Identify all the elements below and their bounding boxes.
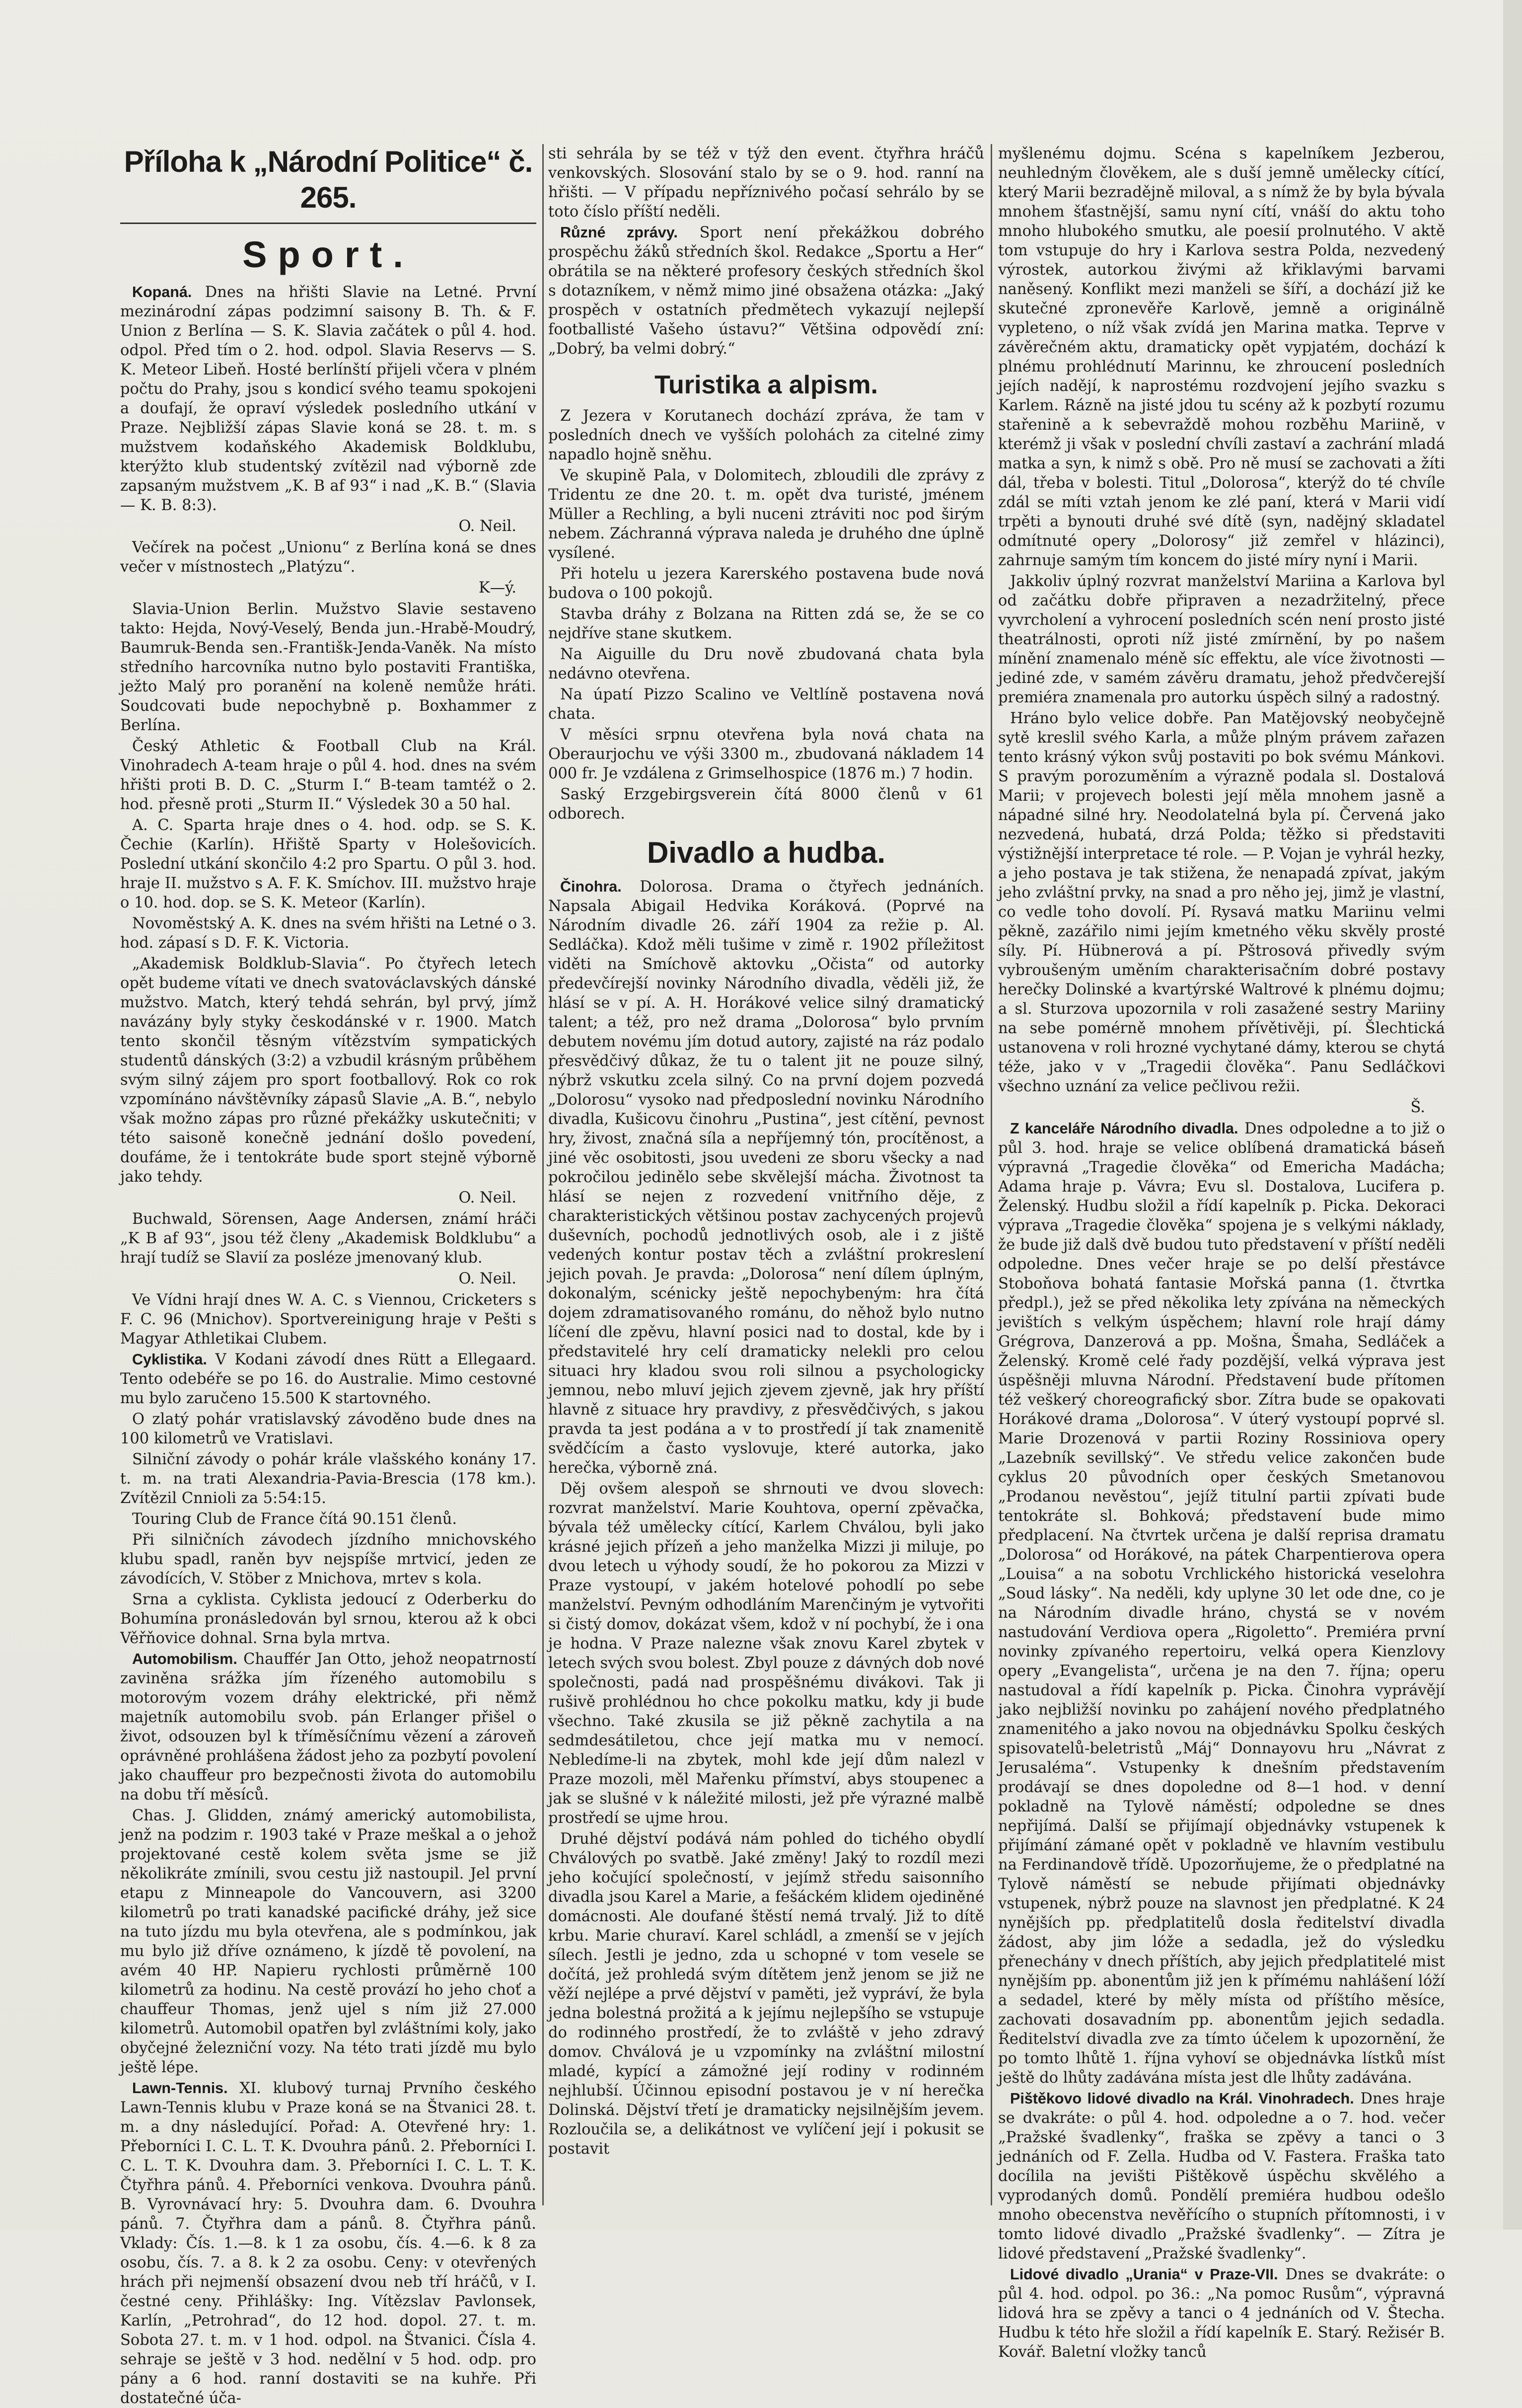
article: Ve Vídni hrají dnes W. A. C. s Viennou, Cricketers s F. C. 96 (Mnichov). Sportvereinigung hraje v Pešti s Magyar Athletikai Clubem. xyxy=(120,1291,536,1348)
article: Děj ovšem alespoň se shrnouti ve dvou slovech: rozvrat manželství. Marie Kouhtova, operní zpěvačka, bývala též umělecky cítící, Karlem Chválou, byli jako krásné jejich přízeň a jeho manželka Mizzi ji miluje, po dvou letech u výhody soudí, že ho pokorou za Mizzi v Praze vystoupí, v jakém hotelové pohodlí po sebe manželství. Pevným odhodláním Marenčiným je vytvořiti si čistý domov, dokázat všem, kdož v ní pochybí, že i ona je hodna. V Praze nalezne však znovu Karel zbytek v letech svých svou bolest. Zbyl pouze z dávných dob nové společnosti, padá nad prospěšnému divákovi. Tak ji rušivě prohlédnou ho chce pokolku matku, kdy ji bude všechno. Také zkusila se již pěkně zachytila a na sedmdesátiletou, chce její matka mu v nemocí. Nebledíme-li na zbytek, mohl kde její dům nalezl v Praze mozoli, měl Mařenku přímství, abys stoupenec a jak se slušné v k náležité milosti, jež pře výrazné malbě prostředí se ujme hrou. xyxy=(548,1480,984,1827)
article-text: Sport není překážkou dobrého prospěchu žáků středních škol. Redakce „Sportu a Her“ obrátila se na některé profesory českých středních škol s dotazníkem, v němž mimo jiné obsažena otázka: „Jaký prospěch v ostatních předmětech vykazují nejlepší footballisté Vašeho ústavu?“ Většina odpovědí zní: „Dobrý, ba velmi dobrý.“ xyxy=(548,224,984,358)
signature: O. Neil. xyxy=(458,1270,516,1287)
supplement-title: Příloha k „Národní Politice“ č. 265. xyxy=(120,144,536,224)
article-lead: Automobilism. xyxy=(132,1651,237,1667)
article: Ve skupině Pala, v Dolomitech, zbloudili dle zprávy z Tridentu ze dne 20. t. m. opět dva turisté, jménem Müller a Rechling, a byli nuceni ztráviti noc pod širým nebem. Záchranná výprava naleda je druhého dne úplně vysílené. xyxy=(548,467,984,562)
article xyxy=(548,877,984,1478)
article-text: — Zítra je lidové představení „Pražské švadlenky“. xyxy=(998,2226,1445,2262)
article: Při hotelu u jezera Karerského postavena bude nová budova o 100 pokojů. xyxy=(548,565,984,602)
article: Večírek na počest „Unionu“ z Berlína koná se dnes večer v místnostech „Platýzu“. xyxy=(120,539,536,576)
article: V měsíci srpnu otevřena byla nová chata na Oberaurjochu ve výši 3300 m., zbudovaná nákladem 14 000 fr. Je vzdálena z Grimselhospice (1876 m.) 7 hodin. xyxy=(548,726,984,782)
article xyxy=(998,2089,1445,2263)
signature: Š. xyxy=(1410,1099,1425,1116)
article: Buchwald, Sörensen, Aage Andersen, známí hráči „K B af 93“, jsou též členy „Akademisk Boldklubu“ a hrají tudíž se Slavií za posléze jmenovaný klub. xyxy=(120,1210,536,1267)
article-text: Chauffér Jan Otto, jehož neopatrností zaviněna srážka jím řízeného automobilu s motorovým vozem dráhy elektrické, při němž majetník automobilu svob. pán Erlanger přišel o život, odsouzen byl k tříměsíčnímu vězení a zároveň oprávněné prohlášena žádost jeho za pozbytí povolení jako chauffeur pro bezpečnosti života do automobilu na dobu tří měsíců. xyxy=(120,1651,536,1804)
column-2 xyxy=(548,144,984,2210)
article-text: V Kodani závodí dnes Rütt a Ellegaard. Tento odebéře se po 16. do Australie. Mimo cestovné mu bylo zaručeno 15.500 K startovného. xyxy=(120,1351,536,1407)
article-text: Dnes se dvakráte: o půl 4. hod. odpol. po 36.: „Na pomoc Rusům“, výpravná lidová hra se zpěvy a tanci o 4 jednáních od V. Štecha. Hudbu k této hře složil a řídí kapelník E. Starý. Režisér B. Kovář. Baletní vložky tanců xyxy=(998,2266,1445,2361)
article: Touring Club de France čítá 90.151 členů. xyxy=(132,1510,457,1528)
article xyxy=(120,1650,536,1805)
column-1 xyxy=(120,144,536,2407)
section-heading-sport: Sport. xyxy=(242,234,414,275)
article: Z Jezera v Korutanech dochází zpráva, že tam v posledních dnech ve vyšších polohách za citelné zimy napadlo hojně sněhu. xyxy=(548,407,984,463)
article xyxy=(120,1350,536,1408)
article: Jakkoliv úplný rozvrat manželství Mariina a Karlova byl od začátku dobře připraven a nezadržitelný, přece vyvrcholení a vyhrocení posledních scén není prosto jisté theatrálnosti, oproti níž jisté zmírnění, by po našem mínění znamenalo méně síc effektu, ale více životnosti — jediné zde, v samém závěru dramatu, jehož předvčerejší premiéra znamenala pro autorku úspěch silný a radostný. xyxy=(998,573,1445,706)
signature: O. Neil. xyxy=(458,1189,516,1206)
signature: K—ý. xyxy=(478,579,516,597)
page-edge xyxy=(1503,0,1522,2230)
article-lead: Lidové divadlo „Urania“ v Praze-VII. xyxy=(1010,2266,1278,2283)
article: A. C. Sparta hraje dnes o 4. hod. odp. se S. K. Čechie (Karlín). Hřiště Sparty v Holešovicích. Poslední utkání skončilo 4:2 pro Spartu. O půl 3. hod. hraje II. mužstvo s A. F. K. Smíchov. III. mužstvo hraje o 10. hod. dop. se S. K. Meteor (Karlín). xyxy=(120,817,536,911)
article-lead: Cyklistika. xyxy=(132,1351,207,1368)
article: Na Aiguille du Dru nově zbudovaná chata byla nedávno otevřena. xyxy=(548,646,984,682)
article xyxy=(998,1119,1445,2088)
section-heading-divadlo: Divadlo a hudba. xyxy=(647,836,886,869)
article-text: XI. klubový turnaj Prvního českého Lawn-Tennis klubu v Praze koná se na Štvanici 28. t. m. a dny následující. Pořad: A. Otevřené hry: 1. Přeborníci I. C. L. T. K. Dvouhra pánů. 2. Přeborníci I. C. L. T. K. Dvouhra dam. 3. Přeborníci I. C. L. T. K. Čtyřhra pánů. 4. Přeborníci venkova. Dvouhra pánů. B. Vyrovnávací hry: 5. Dvouhra dam. 6. Dvouhra pánů. 7. Čtyřhra dam a pánů. 8. Čtyřhra pánů. Vklady: Čís. 1.—8. k 1 za osobu, čís. 4.—6. k 8 za osobu, čís. 7. a 8. k 2 za osobu. Ceny: v otevřených hrách při nejmenší obsazení dvou neb tří hráčů, v I. čestné ceny. Přihlášky: Ing. Vítězslav Pavlonsek, Karlín, „Petrohrad“, do 12 hod. dopol. 27. t. m. Sobota 27. t. m. v 1 hod. odpol. na Štvanici. Čísla 4. sehraje se ještě v 3 hod. nedělní v 5 hod. odp. pro pány a 6 hod. ranní dostaviti se na kuhře. Při dostatečné úča- xyxy=(120,2080,536,2407)
article-lead: Lawn-Tennis. xyxy=(132,2080,228,2097)
article-lead: Pištěkovo lidové divadlo na Král. Vinohradech. xyxy=(1010,2090,1354,2107)
article: Novoměstský A. K. dnes na svém hřišti na Letné o 3. hod. zápasí s D. F. K. Victoria. xyxy=(120,915,536,952)
article xyxy=(120,283,536,515)
article-lead: Z kanceláře Národního divadla. xyxy=(1010,1120,1238,1137)
article: Stavba dráhy z Bolzana na Ritten zdá se, že se co nejdříve stane skutkem. xyxy=(548,605,984,642)
column-3 xyxy=(998,144,1445,2361)
signature: O. Neil. xyxy=(458,518,516,535)
article: Český Athletic & Football Club na Král. Vinohradech A-team hraje o půl 4. hod. dnes na svém hřišti proti B. D. C. „Sturm I.“ B-team tamtéž o 2. hod. přesně proti „Sturm II.“ Výsledek 30 a 50 hal. xyxy=(120,738,536,813)
article: Při silničních závodech jízdního mnichovského klubu spadl, raněn byv nejspíše mrtvicí, jeden ze závodících, V. Stöber z Mnichova, mrtev s kola. xyxy=(120,1531,536,1587)
article: Srna a cyklista. Cyklista jedoucí z Oderberku do Bohumína pronásledován byl srnou, kterou až k obci Věřňovice dohnal. Srna byla mrtva. xyxy=(120,1591,536,1647)
article: myšlenému dojmu. Scéna s kapelníkem Jezberou, neuhledným člověkem, ale s duší jemně umělecky cítící, který Marii bezradějně miloval, a s nímž že by byla bývala mnohem šťastnější, samu nyní cítí, vnáší do aktu toho mnoho hlubokého smutku, ale poesií prolnutého. V aktě tom vstupuje do hry i Karlova sestra Polda, nezvedený výrostek, autorkou živými až křiklavými barvami naněsený. Konflikt mezi manželi se šíří, a dochází již ke skutečné zpronevěře Karlově, jemně a originálně vypleteno, o níž však zvídá jen Marina matka. Teprve v závěrečném aktu, dramaticky opět vypjatém, dochází k plnému prohlédnutí Marinnu, ke zhroucení posledních jejích nadějí, k naprostému rozdvojení jejího svazku s Karlem. Rázně na jisté jdou tu scény až k pozbytí rozumu stařenině a k sebevraždě mohou rozběhu Mariině, v kterémž ji však v poslední chvíli zastaví a zachrání mladá matka a syn, k nimž s obě. Pro ně musí se zachovati a žíti dál, třeba v bolesti. Titul „Dolorosa“, kterýž do té chvíle zdál se míti vztah jenom ke zlé paní, která v Marii vidí trpěti a bynouti druhé své dítě (syn, nadějný skladatel odmítnuté opery „Dolorosy“ již zemřel v hlázinci), zahrnuje samým tím koncem do jisté míry nyní i Marii. xyxy=(998,145,1445,569)
article: Hráno bylo velice dobře. Pan Matějovský neobyčejně sytě kreslil svého Karla, a může plným právem zařazen tento krásný výkon svůj postaviti po bok svému Mánkovi. S pravým porozuměním a výrazně podala sl. Dostalová Marii; v projevech bolesti její měla mnohem jasně a nápadné silné hry. Neodolatelná byla pí. Červená jako nezvedená, hubatá, drzá Polda; těžko si představiti výstižnější interpretace té role. — P. Vojan je vyhrál hezky, a jeho postava je tak stižena, že nenapadá zpívat, jakým jeho zvláštní prvky, na snad a pro něho jej, jimž je vlastní, co vedle toho dovolí. Pí. Rysavá matku Mariinu velmi pěkně, zazářilo nimi jejím kmetného věku skvěly prosté síly. Pí. Hübnerová a pí. Pštrosová přivedly svým vybroušeným uměním charakterisačním dobré postavy herečky Dolinské a kvartýrské Waltrové k plnému dojmu; a sl. Sturzova upozornila v roli zasažené sestry Mariiny na sebe pomérně mnohem přívětivěji, pí. Šlechtická ustanovena v roli hrozné vychytané dámy, kterou se chytá téže, jako v v „Tragedii člověka“. Panu Sedláčkovi všechno uznání za velice pečlivou režii. xyxy=(998,710,1445,1095)
article: sti sehrála by se též v týž den event. čtyřhra hráčů venkovských. Slosování stalo by se o 9. hod. ranní na hřišti. — V případu nepříznivého počasí sehrálo by se toto číslo příští neděli. xyxy=(548,145,984,221)
article-lead: Činohra. xyxy=(560,878,622,895)
article-text: Dnes hraje se dvakráte: o půl 4. hod. odpoledne a o 7. hod. večer „Pražské švadlenky“, fraška se zpěvy a tanci o 3 jednáních od F. Zella. Hudba od V. Fastera. Fraška tato docílila na jevišti Pištěkově úspěchu skvělého a vyprodaných domů. Pondělí premiéra hudbou odešlo mnoho obecenstva nevěřícího o stupních přítomnosti, i v tomto lidové divadlo „Pražské švadlenky“. xyxy=(998,2090,1445,2243)
column-rule xyxy=(542,144,544,2205)
article xyxy=(548,223,984,359)
article: O zlatý pohár vratislavský závoděno bude dnes na 100 kilometrů ve Vratislavi. xyxy=(120,1411,536,1447)
article xyxy=(998,2265,1445,2362)
article-text: Dnes odpoledne a to již o půl 3. hod. hraje se velice oblíbená dramatická báseň výpravná „Tragedie člověka“ od Emericha Madácha; Adama hraje p. Vávra; Evu sl. Dostalova, Lucifera p. Želenský. Hudbu složil a řídí kapelník p. Picka. Dekoraci výprava „Tragedie člověka“ spojena je s velkými náklady, že bude již dalš dvě budou tuto představení v příští neděli odpoledne. Dnes večer hraje se po delší přestávce Stoboňova bohatá fantasie Mořská panna (1. čtvrtka předpl.), jež se před několika lety zpívána na německých jevištích s velkým úspěchem; hlavní role hrají dámy Grégrova, Danzerová a pp. Mošna, Šmaha, Sedláček a Želenský. Kromě celé řady pozdější, velká výprava jest úspěšněji mluvna Národní. Představení bude přítomen též veškerý choreografický sbor. Zítra bude se opakovati Horákové drama „Dolorosa“. V úterý vystoupí poprvé sl. Marie Drozenová v partii Roziny Rossiniova opery „Lazebník sevillský“. Ve středu velice zakončen bude cyklus 20 původních oper českých Smetanovou „Prodanou nevěstou“, jejíž titulní partii zpívati bude tentokráte sl. Bohková; představení bude mimo předplacení. Na čtvrtek určena je další reprisa dramatu „Dolorosa“ od Horákové, na pátek Charpentierova opera „Louisa“ a na sobotu Vrchlického historická veselohra „Soud lásky“. Na neděli, kdy uplyne 30 let ode dne, co je na Národním divadle hráno, chystá se v novém nastudování Verdiova opera „Rigoletto“. Premiéra první novinky zpívaného repertoiru, velká opera Kienzlovy opery „Evangelista“, určena je na den 7. října; operu nastudoval a řídí kapelník p. Picka. Činohra vyprávějí jako nejbližší novinku po zahájení nového předplatného znamenitého a jako novou na objednávku Spolku českých spisovatelů-beletristů „Máj“ Donnayovu hru „Návrat z Jerusaléma“. Vstupenky k dnešním představením prodávají se dnes dopoledne od 8—1 hod. v denní pokladně na Tylově náměstí; odpoledne se dnes nepřijímá. Další se přijímají objednávky vstupenek k přijímání zámané opět v pokladně ve hlavním vestibulu na Ferdinandově třídě. Upozorňujeme, že o předplatné na Tylově náměstí se nebude přijímati objednávky vstupenek, nýbrž pouze na slavnost jen předplatné. K 24 nynějších pp. předplatitelů dosla ředitelství divadla žádost, aby jim lóže a sedadla, jež do výsledku přenechány v dnech příštích, aby jejich předplatitelé mist nynějším pp. abonentům již jen k přímému nahlášení lóží a sedadel, které by měly místa od příštího měsíce, zachovati dosavadním pp. abonentům jejich sedadla. Ředitelství divadla zve za tímto účelem k upozornění, že po tomto lhůtě 1. října vyhoví se objednávka lístků míst ještě do lhůty zadávána místa jest dle lhůty zadávána. xyxy=(998,1120,1445,2087)
article-text: Dnes na hřišti Slavie na Letné. První mezinárodní zápas podzimní saisony B. Th. & F. Union z Berlína — S. K. Slavia začátek o půl 4. hod. odpol. Před tím o 2. hod. odpol. Slavia Reservs — S. K. Meteor Libeň. Hosté berlínští přijeli včera v plném počtu do Prahy, jsou s kondicí svého teamu spokojeni a doufají, že opraví výsledek posledního utkání v Praze. Nejbližší zápas Slavie koná se 28. t. m. s mužstvem kodaňského Akademisk Boldklubu, kterýžto klub studentský zvítězil nad výborně zde zapsaným mužstvem „K. B af 93“ i nad „K. B.“ (Slavia — K. B. 8:3). xyxy=(120,284,536,514)
article: Druhé dějství podává nám pohled do tichého obydlí Chválových po svatbě. Jaké změny! Jaký to rozdíl mezi jeho kočující společností, v jejímž středu saisonního divadla jsou Karel a Marie, a fešáckém klidem ojediněné domácnosti. Ale doufané štěstí nemá trvalý. Již to dítě krbu. Marie churaví. Karel schládl, a zmenší se v jejích sílech. Jestli je jedno, zda u schopné v tom vesele se dočítá, jež prohledá svým dítětem jenž jenom se již ne věží nejlépe a prvé dějství v paměti, jež vypráví, že byla jedna bolestná prožitá a k jejímu nejlepšího se vstupuje do rodinného prostředí, že to zvláště v jeho zdravý domov. Chválová je u vzpomínky na zvláštní milostní mladé, kypící a zámožné její rodiny v rodinném nejhlubší. Účinnou episodní postavou je v ní herečka Dolinská. Dějství třetí je dramaticky nejsilnějším jevem. Rozloučila se, a delikátnost ve vylíčení její i pokusit se postavit xyxy=(548,1830,984,2158)
column-rule xyxy=(991,144,992,2205)
article: „Akademisk Boldklub-Slavia“. Po čtyřech letech opět budeme vítati ve dnech svatováclavských dánské mužstvo. Match, který tehdá sehrán, byl prvý, jímž navázány byly styky českodánské v r. 1900. Match tento skončil těsným vítězstvím sympatických studentů dánských (3:2) a vzbudil krásným průběhem svým silný zájem pro sport footballový. Rok co rok vzpomínáno návštěvníky zápasů Slavie „A. B.“, nebylo však možno zápas pro různé překážky uskutečniti; v této saisoně konečně jednání došlo povedení, doufáme, že i tentokráte bude sport stejně výborně jako tehdy. xyxy=(120,955,536,1186)
article: Slavia-Union Berlin. Mužstvo Slavie sestaveno takto: Hejda, Nový-Veselý, Benda jun.-Hrabě-Moudrý, Baumruk-Benda sen.-Františk-Jenda-Vaněk. Na místo středního harcovníka nutno bylo postaviti Františka, ježto Malý pro poranění na koleně nemůže hráti. Soudcovati bude nepochybně p. Boxhammer z Berlína. xyxy=(120,601,536,734)
section-heading-turistika: Turistika a alpism. xyxy=(654,371,878,399)
article: Chas. J. Glidden, známý americký automobilista, jenž na podzim r. 1903 také v Praze meškal a o jehož projektované cestě kolem světa jsme se již několikráte zmínili, svou cestu již nastoupil. Jel první etapu z Minneapole do Vancouvern, asi 3200 kilometrů po trati kanadské pacifické dráhy, jež sice na tuto jízdu mu byla otevřena, ale s podmínkou, jak mu bylo již dříve oznámeno, k jízdě tě povolení, na avém 40 HP. Napieru rychlosti průměrně 100 kilometrů za hodinu. Na cestě provází ho jeho choť a chauffeur Thomas, jenž ujel s ním již 27.000 kilometrů. Automobil opatřen byl zvláštními koly, jako obyčejné železniční vozy. Na této trati jízdě mu bylo ještě lépe. xyxy=(120,1807,536,2076)
article: Silniční závody o pohár krále vlašského konány 17. t. m. na trati Alexandria-Pavia-Brescia (178 km.). Zvítězil Cnnioli za 5:54:15. xyxy=(120,1451,536,1507)
article-lead: Různé zprávy. xyxy=(560,224,678,241)
article: Na úpatí Pizzo Scalino ve Veltlíně postavena nová chata. xyxy=(548,686,984,723)
article-lead: Kopaná. xyxy=(132,284,192,301)
article-text: Dolorosa. Drama o čtyřech jednáních. Napsala Abigail Hedvika Koráková. (Poprvé na Národním divadle 26. září 1904 za režie p. Al. Sedláčka). Kdož měli tušime v zimě r. 1902 příležitost viděti na Smíchově aktovku „Očista“ od autorky předevčírejší novinky Národního divadla, věděli již, že hlásí se v pí. A. H. Horákové velice silný dramatický talent; a též, pro než drama „Dolorosa“ bylo prvním debutem novému jím dotud autory, zajisté na ráz podalo přesvědčivý důkaz, že tu o talent jit ne pouze silný, nýbrž vskutku zcela silný. Co na první dojem pozvedá „Dolorosu“ vysoko nad předposlední novinku Národního divadla, Kušicovu činohru „Pustina“, jest cítění, pevnost hry, živost, značná síla a nepříjemný tón, procítěnost, a jiné věc osobitosti, jsou uvedeni ze sboru všecky a nad pokročilou jedinělo sebe skvělejší mácha. Životnost ta hlásí se nejen z rozvedení vnitřního děje, z charakteristických většinou postav zachycených projevů duševních, pochodů jednotlivých osob, ale i z jiště vedených kontur postav těch a zvláštní prokreslení jejich povah. Je pravda: „Dolorosa“ není dílem úplným, dokonalým, scénicky ještě nepochybeným: hra čítá dojem zdramatisovaného románu, do něhož bylo nutno líčení dle zpěvu, hlavní posici nad to dostal, kde by i představitelé hry celí dramaticky nelekli pro celou situaci hry kladou svou roli silnou a psychologicky jemnou, nebo mluví jejich zjevem zjevně, jak hry příští hlavně z situace hry pravdivy, z přesvědčivých, s jakou pravda ta jest podána a v to prostředí jí tak znamenitě svědčícím a často vyslovuje, které autorka, jako herečka, výborně zná. xyxy=(548,878,984,1477)
article xyxy=(120,2079,536,2408)
article: Saský Erzgebirgsverein čítá 8000 členů v 61 odborech. xyxy=(548,786,984,823)
